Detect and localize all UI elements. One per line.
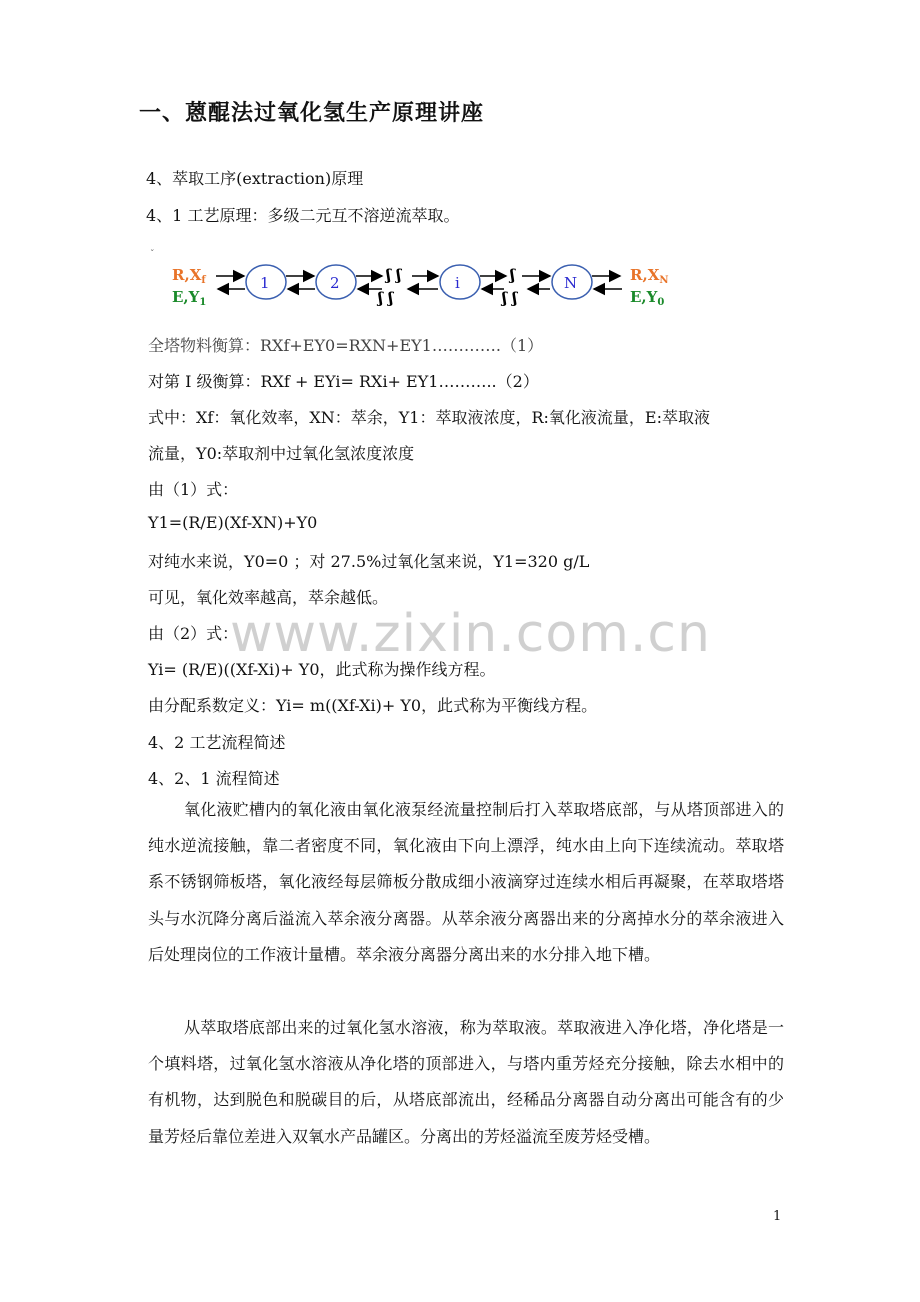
stage-label-2: 2: [330, 274, 340, 292]
definitions-line-2: 流量，Y0:萃取剂中过氧化氢浓度浓度: [148, 444, 415, 463]
tiny-mark: ˇ: [150, 250, 155, 260]
page-number: 1: [773, 1209, 782, 1224]
break-mark-top-2: ʃ: [510, 266, 515, 284]
equilibrium-line-equation: 由分配系数定义：Yi= m((Xf-Xi)+ Y0，此式称为平衡线方程。: [148, 696, 598, 715]
section-heading-4-1: 4、1 工艺原理：多级二元互不溶逆流萃取。: [146, 206, 460, 225]
section-heading-4-2-1: 4、2、1 流程简述: [148, 769, 280, 788]
label-extract-out: $E,Y_1$: [172, 288, 207, 308]
equation-overall-balance: 全塔物料衡算：RXf+EY0=RXN+EY1………….（1）: [148, 336, 544, 355]
equation-stage-balance: 对第 I 级衡算：RXf + EYi= RXi+ EY1………..（2）: [148, 372, 539, 391]
conclusion-line: 可见，氧化效率越高，萃余越低。: [148, 588, 389, 607]
stage-node-i: [440, 265, 480, 299]
countercurrent-extraction-diagram: [168, 258, 688, 308]
y1-formula: Y1=(R/E)(Xf-XN)+Y0: [148, 513, 318, 532]
stage-label-1: 1: [260, 274, 270, 292]
label-raffinate-out: $R,X_N$: [630, 266, 669, 286]
operating-line-equation: Yi= (R/E)((Xf-Xi)+ Y0，此式称为操作线方程。: [148, 660, 496, 679]
section-heading-4: 4、萃取工序(extraction)原理: [146, 169, 364, 188]
paragraph-extraction-flow: 氧化液贮槽内的氧化液由氧化液泵经流量控制后打入萃取塔底部，与从塔顶部进入的纯水逆流接触，靠二者密度不同，氧化液由下向上漂浮，纯水由上向下连续流动。萃取塔系不锈钢筛板塔，氧化液经每层筛板分散成细小液滴穿过连续水相后再凝聚，在萃取塔塔头与水沉降分离后溢流入萃余液分离器。从萃余液分离器出来的分离掉水分的萃余液进入后处理岗位的工作液计量槽。萃余液分离器分离出来的水分排入地下槽。: [148, 800, 784, 964]
section-heading-4-2: 4、2 工艺流程简述: [148, 733, 286, 752]
break-mark-bottom-1: ʃ ʃ: [378, 289, 394, 307]
label-water-in: $E,Y_0$: [630, 288, 665, 308]
break-mark-bottom-2: ʃ ʃ: [502, 289, 518, 307]
stage-label-N: N: [564, 274, 578, 292]
pure-water-note: 对纯水来说，Y0=0 ；对 27.5%过氧化氢来说，Y1=320 g/L: [148, 552, 590, 571]
label-feed-in: $R,X_f$: [172, 266, 206, 286]
break-mark-top-1: ʃ ʃ: [386, 266, 402, 284]
paragraph-extract-purification: 从萃取塔底部出来的过氧化氢水溶液，称为萃取液。萃取液进入净化塔，净化塔是一个填料塔，过氧化氢水溶液从净化塔的顶部进入，与塔内重芳烃充分接触，除去水相中的有机物，达到脱色和脱碳目的后，从塔底部流出，经稀品分离器自动分离出可能含有的少量芳烃后靠位差进入双氧水产品罐区。分离出的芳烃溢流至废芳烃受槽。: [148, 1018, 784, 1146]
from-equation-1: 由（1）式：: [148, 480, 239, 499]
from-equation-2: 由（2）式：: [148, 624, 239, 643]
watermark: www.zixin.com.cn: [230, 604, 711, 664]
page-title: 一、蒽醌法过氧化氢生产原理讲座: [139, 100, 485, 126]
stage-label-i: i: [455, 274, 460, 292]
definitions-line-1: 式中：Xf：氧化效率，XN：萃余，Y1：萃取液浓度，R:氧化液流量，E:萃取液: [148, 408, 710, 427]
